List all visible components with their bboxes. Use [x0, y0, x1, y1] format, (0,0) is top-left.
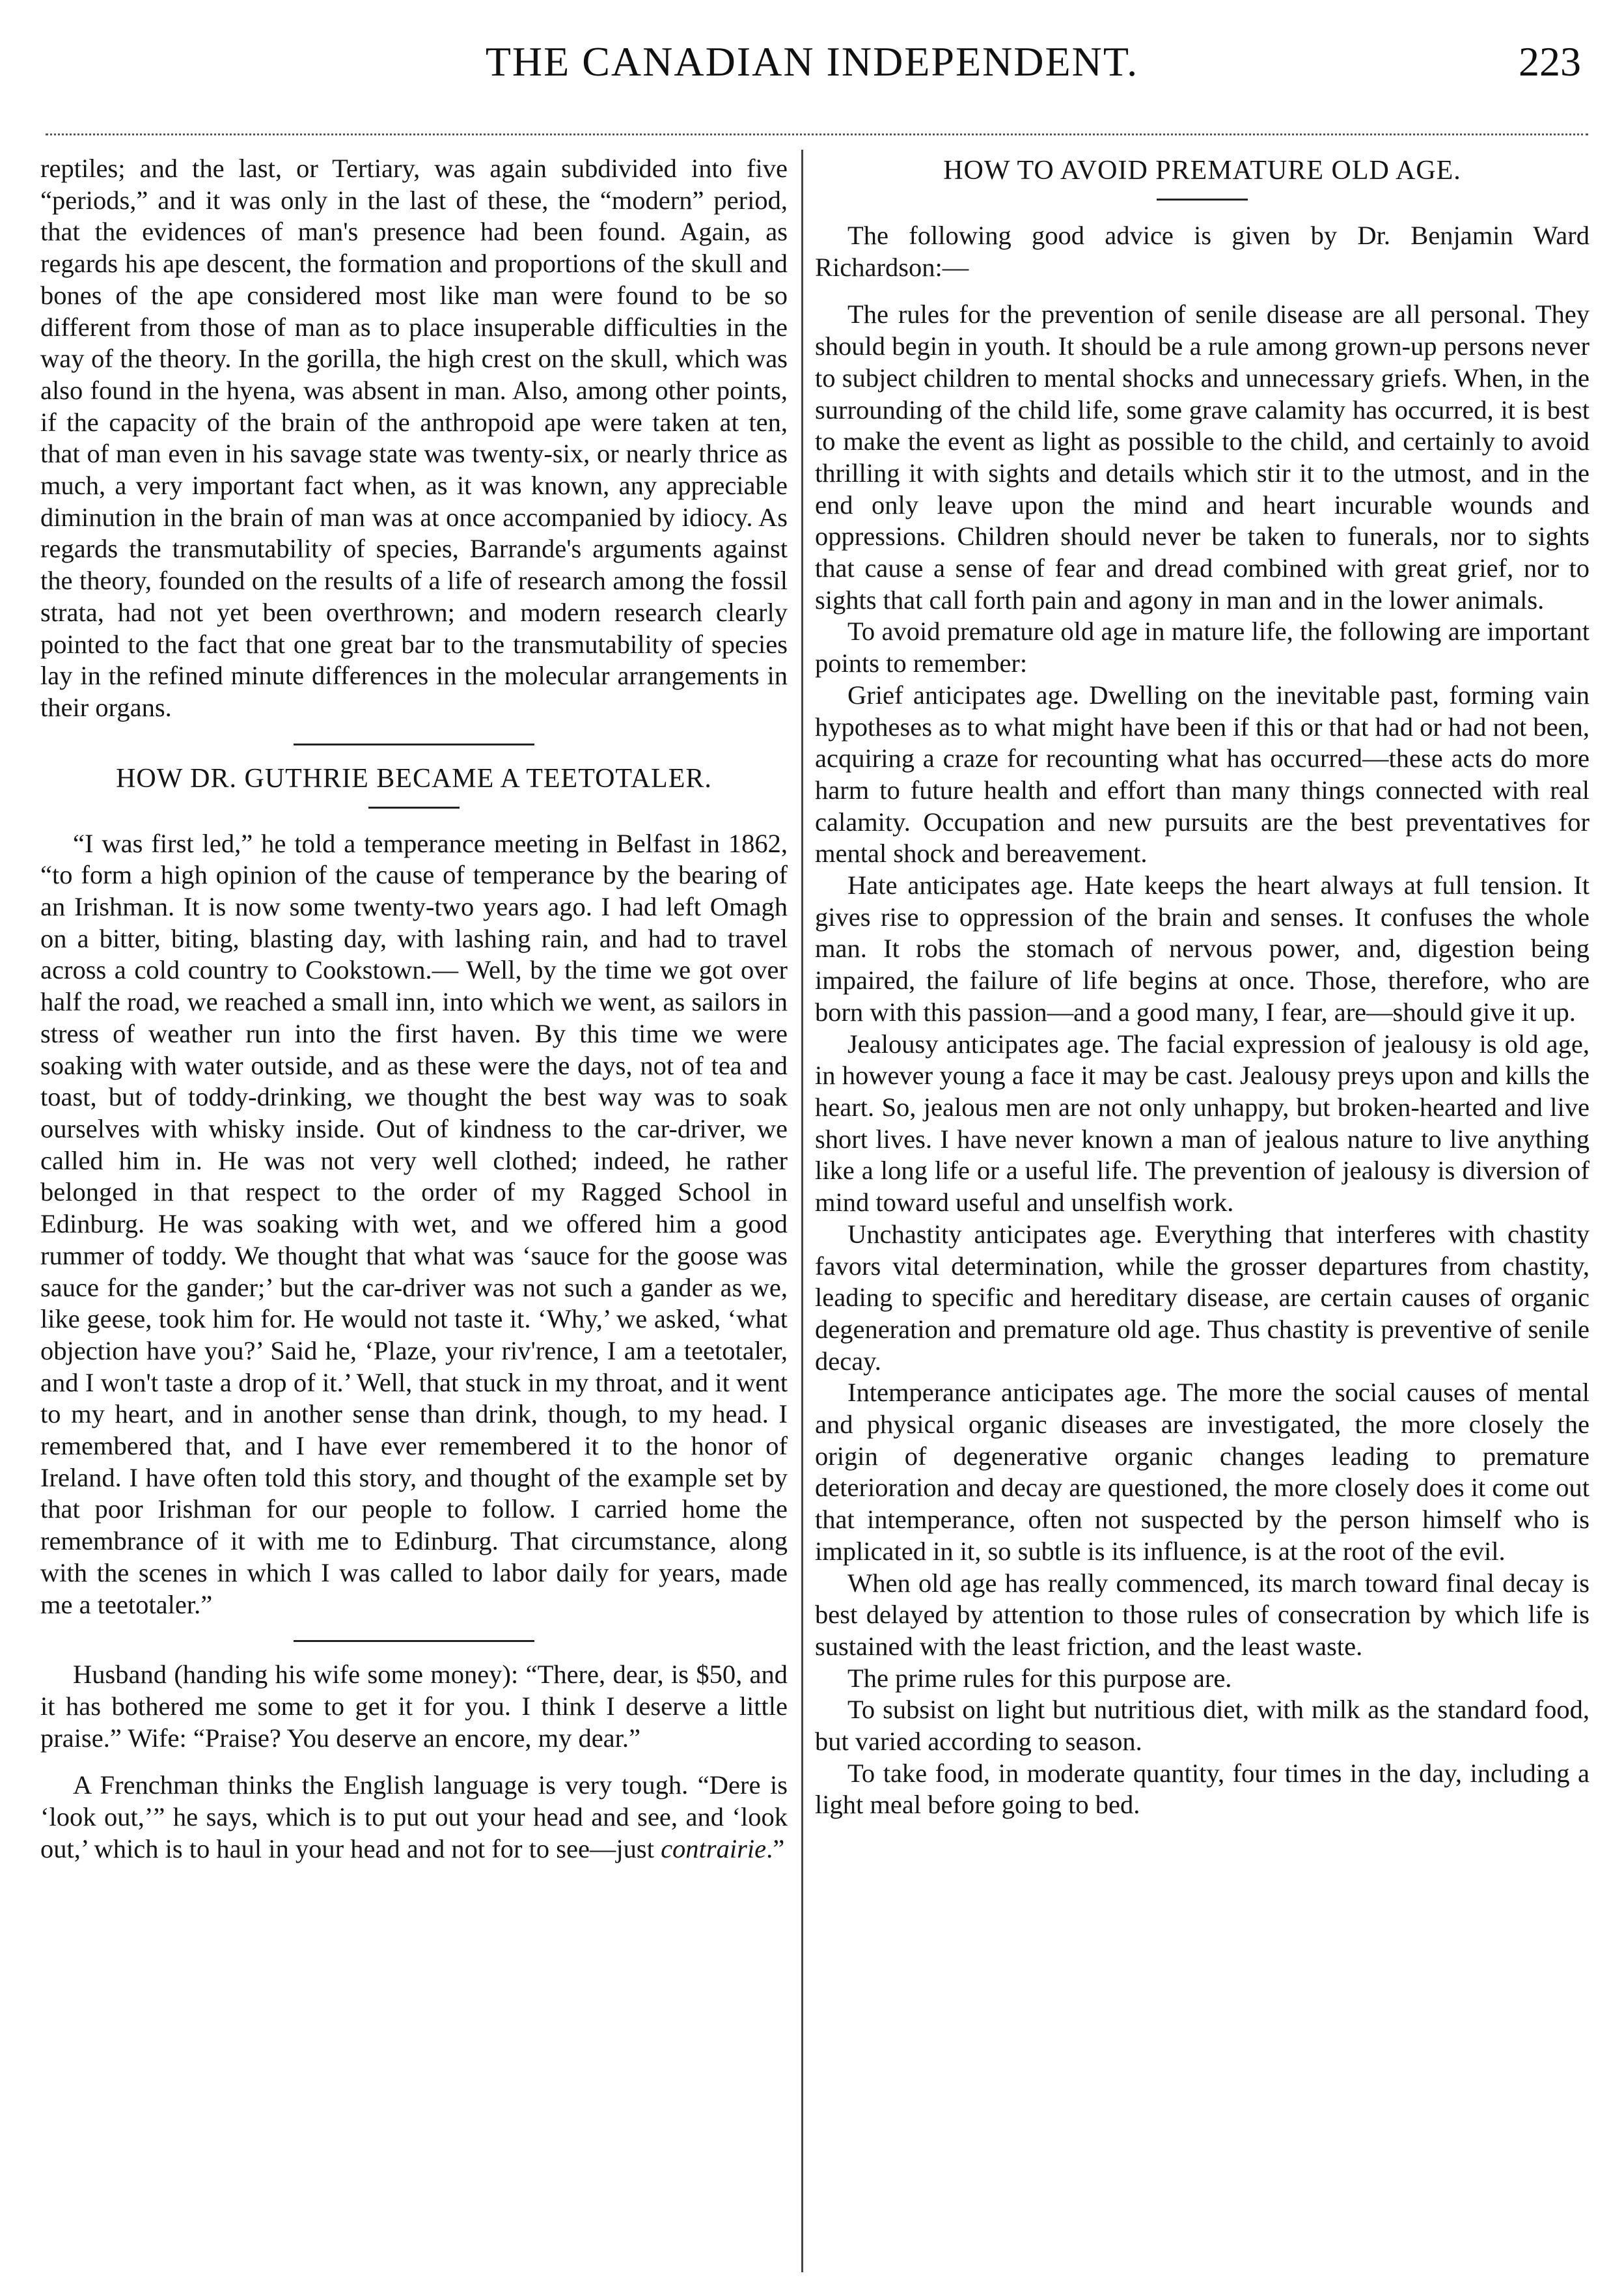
- frenchman-text: A Frenchman thinks the English language is very tough. “Dere is ‘look out,’” he says, which is to put out your head and see, and ‘look out,’ which is to haul in your head and not for to see—just: [40, 1770, 788, 1863]
- article-continuation-paragraph: reptiles; and the last, or Tertiary, was again subdivided into five “periods,” and it was only in the last of these, the “modern” period, that the evidences of man's presence had been found. Again, as regards his ape descent, the formation and proportions of the skull and bones of the ape considered most like man were found to be so different from those of man as to place insuperable difficulties in the way of the theory. In the gorilla, the high crest on the skull, which was also found in the hyena, was absent in man. Also, among other points, if the capacity of the brain of the anthropoid ape were taken at ten, that of man even in his savage state was twenty-six, or nearly thrice as much, a very important fact when, as it was known, any appreciable diminution in the brain of man was at once accompanied by idiocy. As regards the transmutability of species, Barrande's arguments against the theory, founded on the results of a life of research among the fossil strata, had not yet been overthrown; and modern research clearly pointed to the fact that one great bar to the transmutability of species lay in the refined minute differences in the molecular arrangements in their organs.: [40, 154, 788, 722]
- left-column: [40, 153, 788, 2256]
- page-header: [39, 26, 1585, 124]
- old-age-paragraph: To take food, in moderate quantity, four times in the day, including a light meal before going to bed.: [815, 1758, 1590, 1820]
- old-age-paragraph: Unchastity anticipates age. Everything that interferes with chastity favors vital determination, while the grosser departures from chastity, leading to specific and hereditary disease, are certain causes of organic degeneration and premature old age. Thus chastity is preventive of senile decay.: [815, 1219, 1590, 1376]
- paragraph-gap: [815, 283, 1590, 299]
- old-age-article-heading: HOW TO AVOID PREMATURE OLD AGE.: [943, 156, 1461, 186]
- husband-anecdote-paragraph: Husband (handing his wife some money): “There, dear, is $50, and it has bothered me some to get it for you. I think I deserve a little praise.” Wife: “Praise? You deserve an encore, my dear.”: [40, 1660, 788, 1753]
- old-age-paragraph: Grief anticipates age. Dwelling on the inevitable past, forming vain hypotheses as to what might have been if this or that had or had not been, acquiring a craze for recounting what has occurred—these acts do more harm to future health and effort than many things connected with real calamity. Occupation and new pursuits are the best preventatives for mental shock and bereavement.: [815, 680, 1590, 869]
- frenchman-anecdote-paragraph: [40, 1770, 788, 1865]
- section-rule: [294, 744, 534, 745]
- old-age-paragraph: The rules for the prevention of senile disease are all personal. They should begin in youth. It should be a rule among grown-up persons never to subject children to mental shocks and unnecessary griefs. When, in the surrounding of the child life, some grave calamity has occurred, it is best to make the event as light as possible to the child, and certainly to avoid thrilling it with sights and details which stir it to the utmost, and in the end only leave upon the mind and heart incurable wounds and oppressions. Children should never be taken to funerals, nor to sights that cause a sense of fear and dread combined with great grief, nor to sights that call forth pain and agony in man and in the lower animals.: [815, 299, 1590, 615]
- old-age-paragraph: Intemperance anticipates age. The more the social causes of mental and physical organic diseases are investigated, the more closely the origin of degenerative organic changes leading to premature deterioration and decay are questioned, the more closely does it come out that intemperance, often not suspected by the person himself who is implicated in it, so subtle is its influence, is at the root of the evil.: [815, 1378, 1590, 1566]
- old-age-paragraph: To subsist on light but nutritious diet, with milk as the standard food, but varied according to season.: [815, 1695, 1590, 1757]
- old-age-paragraph: The prime rules for this purpose are.: [847, 1663, 1232, 1693]
- frenchman-italic-word: contrairie: [661, 1833, 767, 1863]
- guthrie-article-paragraph: “I was first led,” he told a temperance meeting in Belfast in 1862, “to form a high opinion of the cause of temperance by the bearing of an Irishman. It is now some twenty-two years ago. I had left Omagh on a bitter, biting, blasting day, with lashing rain, and had to travel across a cold country to Cookstown.— Well, by the time we got over half the road, we reached a small inn, into which we went, as sailors in stress of weather run into the first haven. By this time we were soaking with water outside, and as these were the days, not of tea and toast, but of toddy-drinking, we thought the best way was to soak ourselves with whisky inside. Out of kindness to the car-driver, we called him in. He was not very well clothed; indeed, he rather belonged in that respect to the order of my Ragged School in Edinburg. He was soaking with wet, and we offered him a good rummer of toddy. We thought that what was ‘sauce for the goose was sauce for the gander;’ but the car-driver was not such a gander as we, like geese, took him for. He would not taste it. ‘Why,’ we asked, ‘what objection have you?’ Said he, ‘Plaze, your riv'rence, I am a teetotaler, and I won't taste a drop of it.’ Well, that stuck in my throat, and it went to my heart, and in another sense than drink, though, to my head. I remembered that, and I have ever remembered it to the honor of Ireland. I have often told this story, and thought of the example set by that poor Irishman for our people to follow. I carried home the remembrance of it with me to Edinburg. That circumstance, along with the scenes in which I was called to labor daily for years, made me a teetotaler.”: [40, 828, 788, 1619]
- old-age-paragraph: Hate anticipates age. Hate keeps the heart always at full tension. It gives rise to oppression of the brain and senses. It confuses the whole man. It robs the stomach of nervous power, and, digestion being impaired, the failure of life begins at once. Those, therefore, who are born with this passion—and a good many, I fear, are—should give it up.: [815, 870, 1590, 1027]
- section-rule: [294, 1640, 534, 1642]
- heading-rule: [368, 807, 460, 809]
- old-age-paragraph: When old age has really commenced, its march toward final decay is best delayed by attention to those rules of consecration by which life is sustained with the least friction, and the least waste.: [815, 1568, 1590, 1661]
- publication-title: THE CANADIAN INDEPENDENT.: [485, 38, 1139, 85]
- heading-rule: [1157, 199, 1248, 201]
- old-age-paragraph: The following good advice is given by Dr. Benjamin Ward Richardson:—: [815, 221, 1590, 282]
- guthrie-article-heading: HOW DR. GUTHRIE BECAME A TEETOTALER.: [116, 763, 712, 794]
- paragraph-gap: [40, 1754, 788, 1770]
- header-rule: [46, 133, 1588, 135]
- old-age-paragraph: To avoid premature old age in mature life, the following are important points to remember:: [815, 617, 1590, 678]
- column-divider: [801, 150, 803, 2272]
- page-number: 223: [1519, 38, 1581, 85]
- right-column: [815, 153, 1590, 2256]
- old-age-paragraph: Jealousy anticipates age. The facial expression of jealousy is old age, in however young a face it may be cast. Jealousy preys upon and kills the heart. So, jealous men are not only unhappy, but broken-hearted and live short lives. I have never known a man of jealous nature to live anything like a long life or a useful life. The prevention of jealousy is diversion of mind toward useful and unselfish work.: [815, 1029, 1590, 1218]
- frenchman-text-end: .”: [766, 1833, 785, 1863]
